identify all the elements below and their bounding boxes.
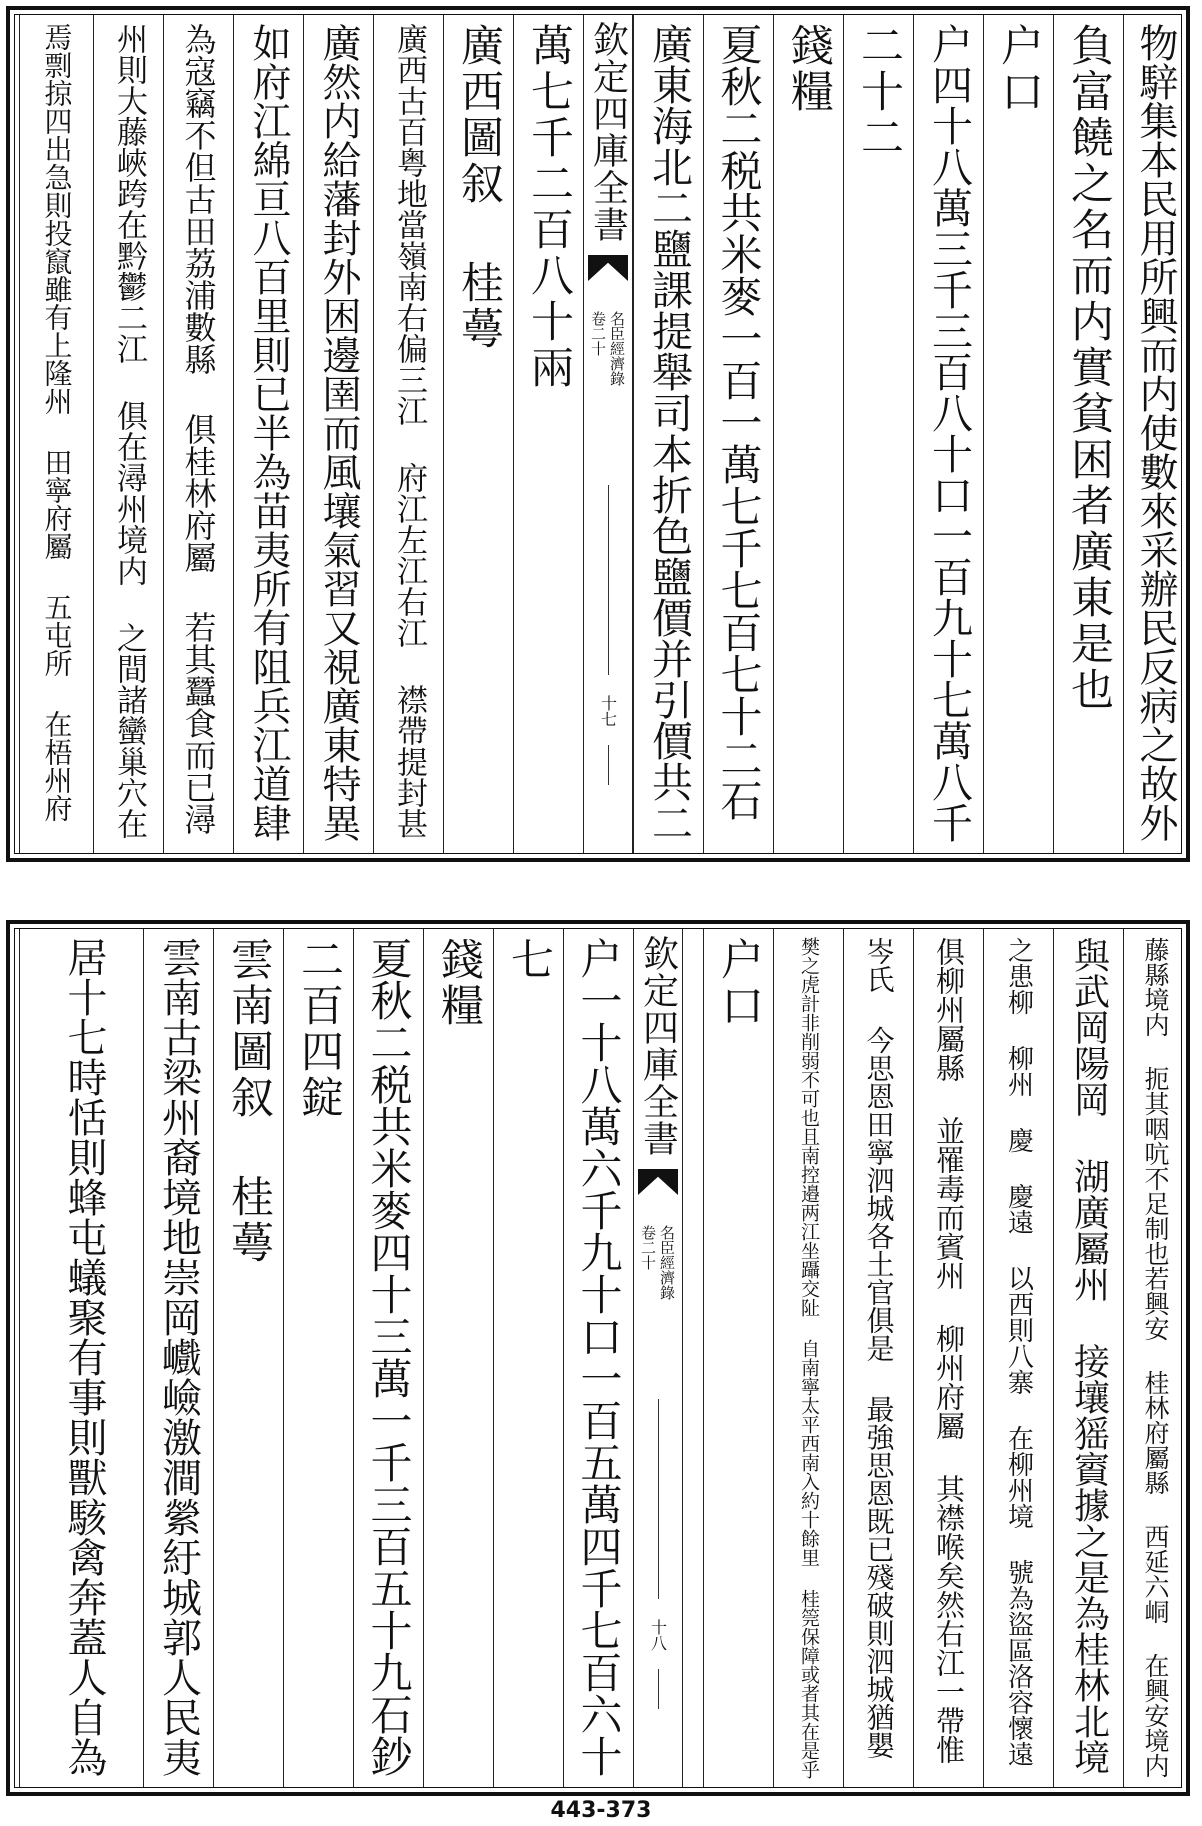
text-column xyxy=(493,929,563,1787)
upper-page xyxy=(6,6,1190,862)
text-column xyxy=(1053,15,1123,853)
upper-page-frame xyxy=(14,14,1182,854)
column-text: 廣西古百粤地當嶺南右偏三江 府江左江右江 襟帶提封甚 xyxy=(391,23,427,839)
column-text: 物騂集本民用所興而内使數來采辦民反病之故外 xyxy=(1133,23,1178,842)
column-text: 雲南圖叙 桂蕚 xyxy=(224,937,274,1266)
column-text: 廣西圖叙 桂蕚 xyxy=(454,23,504,352)
text-column xyxy=(353,929,423,1787)
text-column xyxy=(913,15,983,853)
text-column xyxy=(913,929,983,1787)
column-text: 焉剽掠四出急則投竄雖有上隆州 田寧府屬 五屯所 在梧州府 xyxy=(40,23,74,822)
text-column xyxy=(423,929,493,1787)
column-text: 廣東海北二鹽課提舉司本折色鹽價并引價共二 xyxy=(645,23,693,843)
column-text: 夏秋二税共米麥一百一萬七千七百七十二石 xyxy=(714,23,764,821)
banner-volume: 卷二十 xyxy=(639,1225,657,1270)
column-text: 二百四錠 xyxy=(294,937,344,1121)
text-column xyxy=(303,15,373,853)
fishtail-mark xyxy=(638,1169,678,1195)
banner-volume: 卷二十 xyxy=(589,311,607,356)
text-column xyxy=(703,15,773,853)
text-column xyxy=(773,929,843,1787)
text-column xyxy=(233,15,303,853)
column-text: 如府江綿亘八百里則已半為苗夷所有阻兵江道肆 xyxy=(246,23,291,842)
column-text: 七 xyxy=(504,937,554,983)
center-banner xyxy=(583,15,633,853)
column-text: 負富饒之名而内實貧困者廣東是也 xyxy=(1064,23,1114,713)
column-text: 錢糧 xyxy=(434,937,484,1029)
column-text: 州則大藤峽跨在黔鬱二江 俱在潯州境内 之間諸蠻巢穴在 xyxy=(111,23,147,839)
column-text: 户口 xyxy=(714,937,764,1029)
text-column xyxy=(1123,929,1187,1787)
column-text: 藤縣境内 扼其咽吭不足制也若興安 桂林府屬縣 西延六峒 在興安境内 xyxy=(1141,937,1170,1778)
column-text: 户口 xyxy=(994,23,1044,115)
column-text: 雲南古梁州裔境地崇岡巇嶮激澗縈紆城郭人民夷 xyxy=(155,937,202,1777)
banner-book: 名臣經濟錄 xyxy=(658,1225,676,1300)
column-text: 樊之虎計非削弱不可也且南控邉两江坐躡交阯 自南寧太平西南入約十餘里 桂筦保障或者其在是乎 xyxy=(798,937,820,1779)
text-column xyxy=(843,15,913,853)
lower-page-frame xyxy=(14,928,1182,1788)
text-column xyxy=(373,15,443,853)
banner-rule xyxy=(658,1399,659,1599)
banner-rule xyxy=(608,485,609,675)
page-number: 443-373 xyxy=(550,1798,652,1823)
text-column xyxy=(703,929,773,1787)
column-text: 夏秋二税共米麥四十三萬一千三百五十九石鈔 xyxy=(364,937,414,1777)
column-text: 萬七千二百八十兩 xyxy=(524,23,574,391)
text-column xyxy=(143,929,213,1787)
column-text: 廣然内給藩封外困邊圉而風壤氣習又視廣東特異 xyxy=(316,23,361,842)
column-text: 錢糧 xyxy=(784,23,834,115)
text-column xyxy=(513,15,583,853)
text-column xyxy=(283,929,353,1787)
text-column xyxy=(93,15,163,853)
text-column xyxy=(983,929,1053,1787)
text-column xyxy=(1123,15,1187,853)
text-column xyxy=(163,15,233,853)
text-column xyxy=(1053,929,1123,1787)
center-banner xyxy=(633,929,683,1787)
banner-title: 欽定四庫全書 xyxy=(637,935,679,1157)
column-text: 户四十八萬三千三百八十口一百九十七萬八千 xyxy=(925,23,973,843)
column-text: 二十二 xyxy=(854,23,904,161)
banner-leaf-number: 十七 xyxy=(598,695,618,727)
column-text: 為寇竊不但古田荔浦數縣 俱桂林府屬 若其蠶食而已潯 xyxy=(179,23,218,835)
banner-rule xyxy=(658,1669,659,1709)
banner-title: 欽定四庫全書 xyxy=(587,21,629,243)
column-text: 俱柳州屬縣 並罹毒而賓州 柳州府屬 其襟喉矣然右江一帶惟 xyxy=(932,937,966,1764)
text-column xyxy=(19,15,93,853)
column-text: 户一十八萬六千九十口一百五萬四千七百六十 xyxy=(574,937,624,1777)
text-column xyxy=(19,929,143,1787)
banner-book: 名臣經濟錄 xyxy=(608,311,626,386)
column-text: 居十七時恬則蜂屯蟻聚有事則獸駭禽奔蓋人自為 xyxy=(61,937,107,1777)
text-column xyxy=(633,15,703,853)
text-column xyxy=(563,929,633,1787)
banner-leaf-number: 十八 xyxy=(648,1619,668,1651)
text-column xyxy=(213,929,283,1787)
column-text: 與武岡陽岡 湖廣屬州 接壤猺賨據之是為桂林北境 xyxy=(1068,937,1110,1775)
text-column xyxy=(983,15,1053,853)
lower-page xyxy=(6,920,1190,1796)
text-column xyxy=(773,15,843,853)
column-text: 岑氏 今思恩田寧泗城各土官俱是 最強思恩既已殘破則泗城猶嬰 xyxy=(862,937,896,1759)
banner-rule xyxy=(608,745,609,785)
column-text: 之患柳 柳州 慶 慶遠 以西則八寨 在柳州境 號為盜區洛容懷遠 xyxy=(1003,937,1034,1767)
fishtail-mark xyxy=(588,255,628,281)
text-column xyxy=(843,929,913,1787)
text-column xyxy=(443,15,513,853)
